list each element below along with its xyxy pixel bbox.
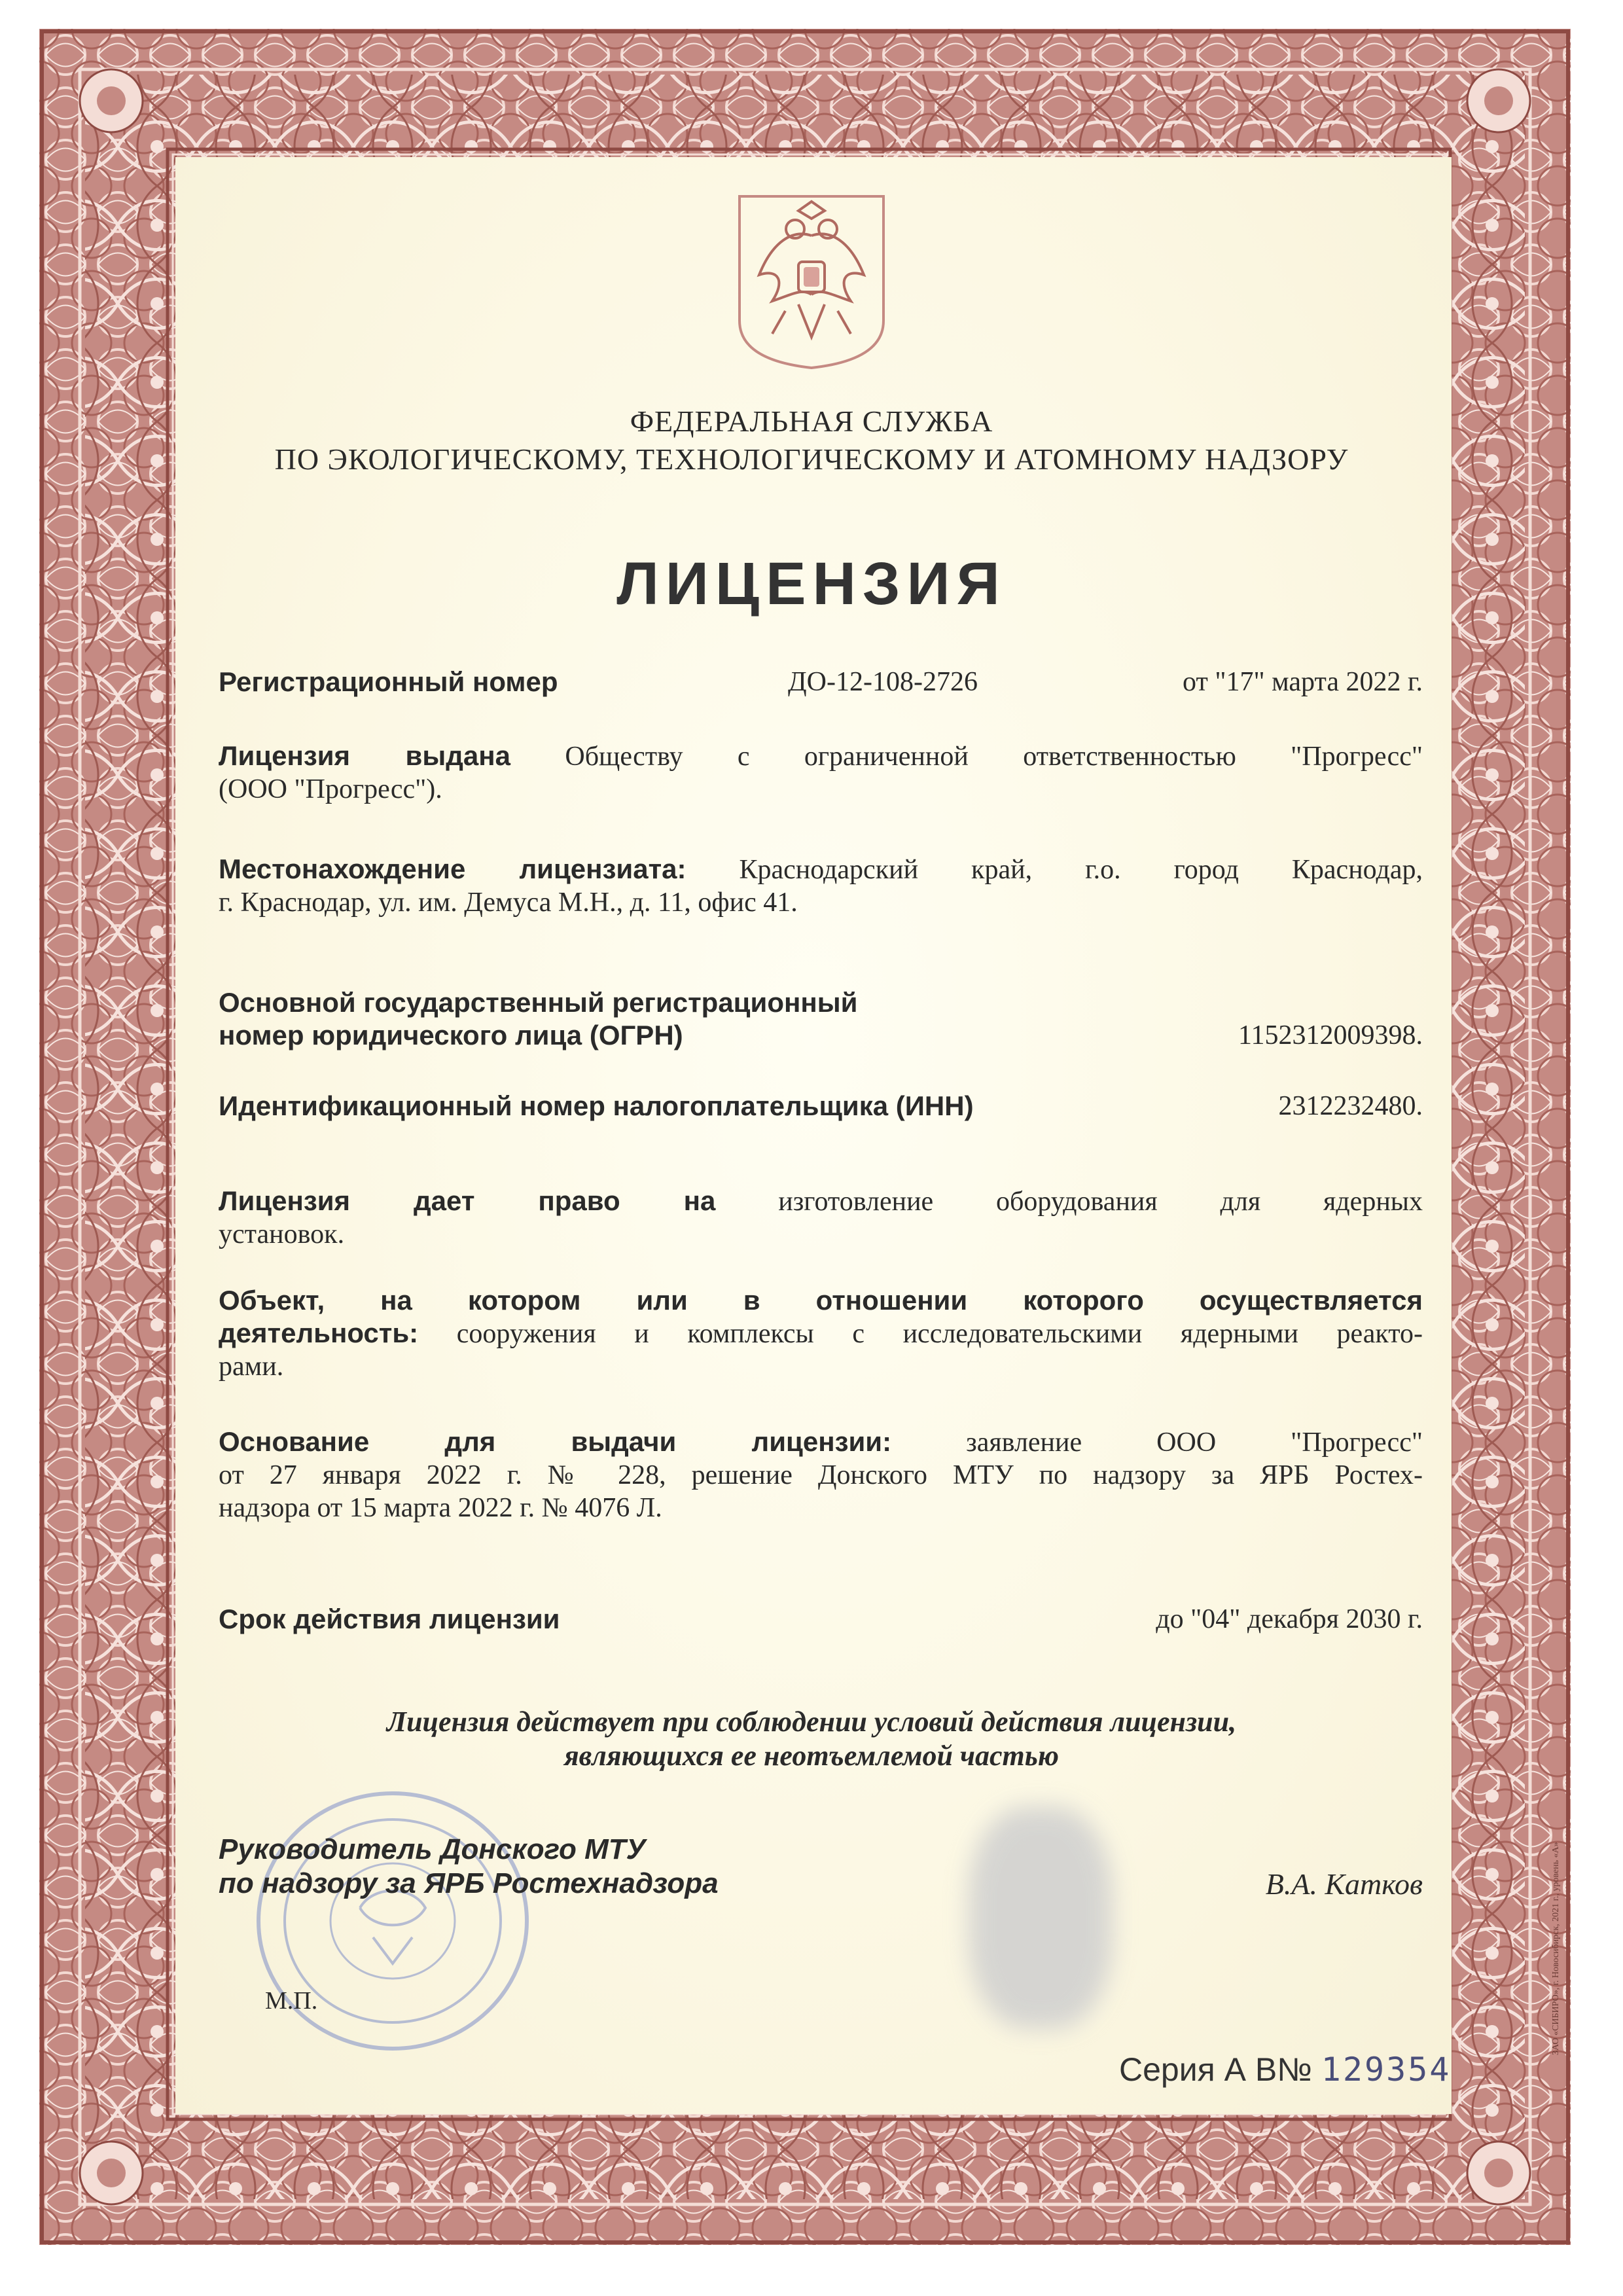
registration-date: от "17" марта 2022 г. xyxy=(1183,667,1423,697)
object-label-line-2: деятельность: xyxy=(219,1318,419,1348)
signatory-title xyxy=(219,1833,1423,1901)
document-title: ЛИЦЕНЗИЯ xyxy=(616,550,1007,617)
ogrn-label-line-2: номер юридического лица (ОГРН) xyxy=(219,1020,683,1050)
registration-label: Регистрационный номер xyxy=(219,666,558,697)
basis-value-line-2: от 27 января 2022 г. № 228, решение Донского МТУ по надзору за ЯРБ Ростех- xyxy=(219,1460,1423,1490)
object-value-line-2: сооружения и комплексы с исследовательскими ядерными реакто- xyxy=(456,1319,1423,1349)
official-seal-stamp xyxy=(249,1767,576,2062)
conditions-line-2: являющихся ее неотъемлемой частью xyxy=(563,1740,1060,1772)
issuance-basis-section xyxy=(219,1426,1423,1524)
license-conditions-note xyxy=(196,1705,1427,1773)
conditions-line-1: Лицензия действует при соблюдении условий действия лицензии, xyxy=(386,1706,1237,1738)
license-right-value-line-2: установок. xyxy=(219,1219,345,1249)
form-series-number xyxy=(1119,2051,1451,2089)
issued-to-section xyxy=(219,740,1423,806)
signatory-title-line-2: по надзору за ЯРБ Ростехнадзора xyxy=(219,1867,719,1899)
inn-value: 2312232480. xyxy=(1278,1091,1423,1121)
license-right-section xyxy=(219,1185,1423,1251)
stamp-place-marker: М.П. xyxy=(265,1987,318,2015)
number-sign: № xyxy=(1277,2051,1312,2088)
basis-value-line-1: заявление ООО "Прогресс" xyxy=(966,1427,1423,1458)
signatory-title-line-1: Руководитель Донского МТУ xyxy=(219,1833,646,1865)
issued-to-value-line-2: (ООО "Прогресс"). xyxy=(219,774,442,804)
location-value-line-1: Краснодарский край, г.о. город Краснодар, xyxy=(739,855,1423,885)
series-number: 129354 xyxy=(1321,2051,1452,2089)
series-label: Серия xyxy=(1119,2051,1215,2088)
printer-imprint: ЗАО «СИБИРО», г. Новосибирск, 2021 г., уровень «А» xyxy=(1551,1842,1561,2055)
inn-label: Идентификационный номер налогоплательщика (ИНН) xyxy=(219,1090,974,1121)
license-right-value-line-1: изготовление оборудования для ядерных xyxy=(778,1187,1423,1217)
issued-to-label: Лицензия выдана xyxy=(219,740,510,771)
ogrn-label-line-1: Основной государственный регистрационный xyxy=(219,987,858,1018)
object-value-line-3: рами. xyxy=(219,1352,284,1382)
registration-number: ДО-12-108-2726 xyxy=(788,667,978,697)
validity-row xyxy=(219,1604,1423,1640)
inn-row xyxy=(219,1090,1423,1127)
basis-label: Основание для выдачи лицензии: xyxy=(219,1426,892,1457)
coat-of-arms-icon xyxy=(733,190,890,372)
validity-label: Срок действия лицензии xyxy=(219,1604,560,1634)
basis-value-line-3: надзора от 15 марта 2022 г. № 4076 Л. xyxy=(219,1493,662,1523)
agency-line-2: ПО ЭКОЛОГИЧЕСКОМУ, ТЕХНОЛОГИЧЕСКОМУ И АТОМНОМУ НАДЗОРУ xyxy=(274,442,1349,476)
ogrn-section xyxy=(219,986,1423,1052)
series-code: А В xyxy=(1224,2051,1277,2088)
registration-row xyxy=(219,666,1423,703)
object-label-line-1: Объект, на котором или в отношении которого осуществляется xyxy=(219,1285,1423,1316)
activity-object-section xyxy=(219,1284,1423,1383)
ogrn-value: 1152312009398. xyxy=(1238,1020,1423,1050)
signatory-name: В.А. Катков xyxy=(1265,1867,1423,1901)
validity-value: до "04" декабря 2030 г. xyxy=(1156,1604,1423,1634)
location-section xyxy=(219,853,1423,919)
location-value-line-2: г. Краснодар, ул. им. Демуса М.Н., д. 11, офис 41. xyxy=(219,888,798,918)
redacted-signature xyxy=(969,1806,1113,2029)
issued-to-value-line-1: Обществу с ограниченной ответственностью "Прогресс" xyxy=(565,742,1423,772)
issuing-authority xyxy=(131,403,1492,478)
location-label: Местонахождение лицензиата: xyxy=(219,853,687,884)
license-right-label: Лицензия дает право на xyxy=(219,1185,716,1216)
agency-line-1: ФЕДЕРАЛЬНАЯ СЛУЖБА xyxy=(630,404,993,438)
